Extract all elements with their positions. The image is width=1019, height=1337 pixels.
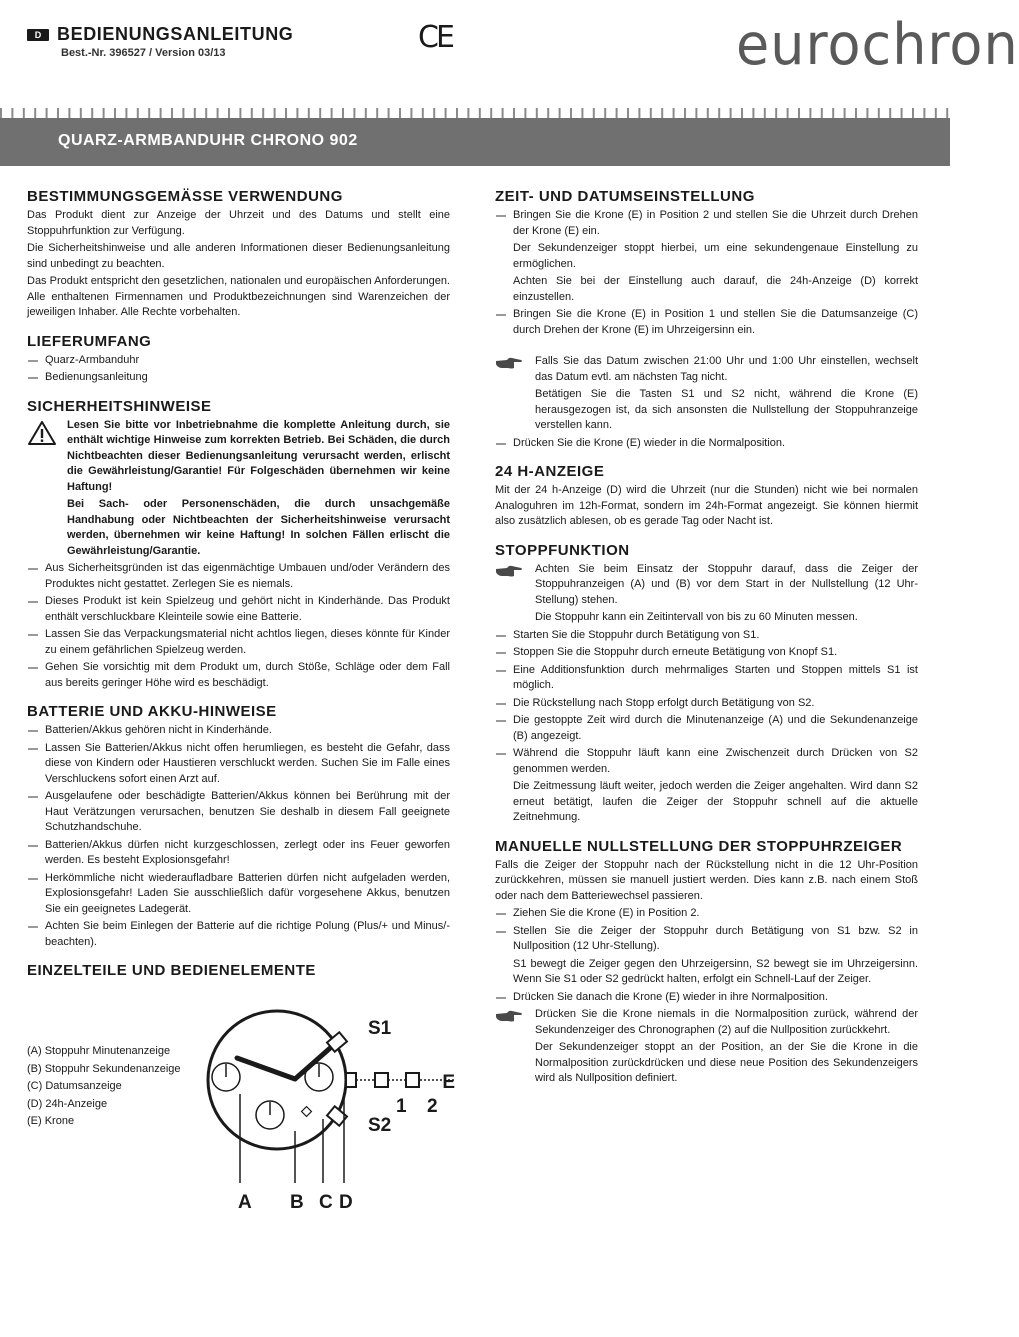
section-heading: LIEFERUMFANG bbox=[27, 332, 152, 350]
list-item: Ziehen Sie die Krone (E) in Position 2. bbox=[495, 906, 918, 922]
section-heading: ZEIT- UND DATUMSEINSTELLUNG bbox=[495, 188, 755, 205]
section-heading: EINZELTEILE UND BEDIENELEMENTE bbox=[27, 962, 316, 979]
list-item: Drücken Sie die Krone (E) wieder in die Normalposition. bbox=[495, 436, 918, 452]
list-item: Bringen Sie die Krone (E) in Position 2 und stellen Sie die Uhrzeit durch Drehen der Krone (E) ein. bbox=[495, 208, 918, 239]
list-item: Lassen Sie das Verpackungsmaterial nicht achtlos liegen, dieses könnte für Kinder zu einem gefährlichen Spielzeug werden. bbox=[27, 627, 450, 658]
sub-paragraph: Der Sekundenzeiger stoppt hierbei, um eine sekundengenaue Einstellung zu ermöglichen. bbox=[513, 242, 918, 270]
label-b: B bbox=[290, 1192, 304, 1213]
note-text-continued: Betätigen Sie die Tasten S1 und S2 nicht, während die Krone (E) herausgezogen ist, da sich ansonsten die Nullstellung der Stoppuhranzeige verstellen kann. bbox=[535, 388, 918, 431]
list-item: Herkömmliche nicht wiederaufladbare Batterien dürfen nicht aufgeladen werden, Explosionsgefahr! Laden Sie ausschließlich dafür vorgesehene Akkus, benutzen Sie ein geeignetes Ladegerät. bbox=[27, 871, 450, 918]
parts-diagram-area bbox=[27, 982, 455, 1232]
list-item: Starten Sie die Stoppuhr durch Betätigung von S1. bbox=[495, 628, 918, 644]
section-scope-of-delivery bbox=[27, 333, 450, 386]
section-heading: BESTIMMUNGSGEMÄSSE VERWENDUNG bbox=[27, 188, 343, 205]
list-item: Quarz-Armbanduhr bbox=[27, 353, 450, 369]
date-window-c bbox=[302, 1107, 312, 1117]
crown-e bbox=[346, 1073, 356, 1087]
order-number: Best.-Nr. 396527 / Version 03/13 bbox=[61, 47, 226, 59]
note-text: Achten Sie beim Einsatz der Stoppuhr darauf, dass die Zeiger der Stoppuhranzeigen (A) und (B) vor dem Start in der Nullstellung (12 Uhr-Stellung) stehen. bbox=[535, 562, 918, 606]
list-item: Eine Additionsfunktion durch mehrmaliges Starten und Stoppen mittels S1 ist möglich. bbox=[495, 663, 918, 694]
warning-text: Bei Sach- oder Personenschäden, die durch unsachgemäße Handhabung oder Nichtbeachten der Sicherheitshinweise verursacht werden, übernehmen wir keine Haftung! In solchen Fällen erlischt die Gewährleistung/Garantie. bbox=[67, 498, 450, 557]
section-24h-display bbox=[495, 463, 918, 530]
list-item: Ausgelaufene oder beschädigte Batterien/Akkus können bei Berührung mit der Haut Verätzungen verursachen, benutzen Sie deshalb in diesem Fall geeignete Schutzhandschuhe. bbox=[27, 789, 450, 836]
legend-item: (D) 24h-Anzeige bbox=[27, 1097, 108, 1110]
note-block bbox=[495, 354, 918, 385]
list-item: Bringen Sie die Krone (E) in Position 1 und stellen Sie die Datumsanzeige (C) durch Drehen der Krone (E) im Uhrzeigersinn ein. bbox=[495, 307, 918, 338]
section-manual-reset bbox=[495, 838, 918, 1087]
paragraph: Das Produkt dient zur Anzeige der Uhrzeit und des Datums und stellt eine Stoppuhrfunktion zur Verfügung. bbox=[27, 209, 450, 237]
section-heading: MANUELLE NULLSTELLUNG DER STOPPUHRZEIGER bbox=[495, 837, 903, 855]
crown-position-2 bbox=[406, 1073, 419, 1087]
pointing-hand-icon bbox=[495, 1009, 523, 1023]
legend-item: (E) Krone bbox=[27, 1115, 75, 1127]
list-item: Aus Sicherheitsgründen ist das eigenmächtige Umbauen und/oder Verändern des Produktes nicht gestattet. Zerlegen Sie es niemals. bbox=[27, 561, 450, 592]
list-item: Stoppen Sie die Stoppuhr durch erneute Betätigung von Knopf S1. bbox=[495, 645, 918, 661]
label-s1: S1 bbox=[368, 1018, 392, 1039]
sub-paragraph: Achten Sie bei der Einstellung auch darauf, die 24h-Anzeige (D) korrekt einzustellen. bbox=[513, 275, 918, 303]
parts-legend bbox=[27, 1044, 181, 1132]
watch-case bbox=[208, 1011, 346, 1149]
left-column bbox=[27, 188, 455, 1244]
label-s2: S2 bbox=[368, 1115, 392, 1136]
note-block bbox=[495, 562, 918, 609]
right-column bbox=[495, 188, 918, 1099]
note-text: Drücken Sie die Krone niemals in die Normalposition zurück, während der Sekundenzeiger des Chronographen (2) auf die Nullposition zurückkehrt. bbox=[535, 1008, 918, 1036]
label-e: E bbox=[442, 1072, 455, 1093]
paragraph: Die Sicherheitshinweise und alle anderen Informationen dieser Bedienungsanleitung sind unbedingt zu beachten. bbox=[27, 242, 450, 270]
list-item: Batterien/Akkus gehören nicht in Kinderhände. bbox=[27, 723, 450, 739]
note-text: Falls Sie das Datum zwischen 21:00 Uhr und 1:00 Uhr einstellen, wechselt das Datum evtl. am nächsten Tag nicht. bbox=[535, 355, 918, 383]
ce-mark-logo: CE bbox=[418, 20, 452, 55]
sub-paragraph: Die Zeitmessung läuft weiter, jedoch werden die Zeiger angehalten. Wird dann S2 erneut betätigt, laufen die Zeiger der Stoppuhr schnell auf die aktuelle Zeitnehmung. bbox=[513, 780, 918, 823]
sub-paragraph: S1 bewegt die Zeiger gegen den Uhrzeigersinn, S2 bewegt sie im Uhrzeigersinn. Wenn Sie S1 oder S2 gedrückt halten, erfolgt ein Schnell-Lauf der Zeiger. bbox=[513, 957, 918, 985]
warning-block bbox=[27, 418, 450, 560]
note-text-continued: Die Stoppuhr kann ein Zeitintervall von bis zu 60 Minuten messen. bbox=[535, 611, 858, 623]
warning-text: Lesen Sie bitte vor Inbetriebnahme die komplette Anleitung durch, sie enthält wichtige Hinweise zum korrekten Betrieb. Bei Schäden, die durch Nichtbeachten dieser Bedienungsanleitung verursacht werden, erlischt die Gewährleistung/Garantie! Für Folgeschäden übernehmen wir keine Haftung! bbox=[67, 418, 450, 493]
list-item: Bedienungsanleitung bbox=[27, 370, 450, 386]
list-item: Stellen Sie die Zeiger der Stoppuhr durch Betätigung von S1 bzw. S2 in Nullposition (12 Uhr-Stellung). bbox=[495, 924, 918, 955]
brand-logo: eurochron bbox=[736, 11, 1019, 78]
list-item: Dieses Produkt ist kein Spielzeug und gehört nicht in Kinderhände. Das Produkt enthält verschluckbare Kleinteile sowie eine Batterie. bbox=[27, 594, 450, 625]
section-stopwatch bbox=[495, 542, 918, 826]
list-item: Batterien/Akkus dürfen nicht kurzgeschlossen, zerlegt oder ins Feuer geworfen werden. Es besteht Explosionsgefahr! bbox=[27, 838, 450, 869]
list-item: Die gestoppte Zeit wird durch die Minutenanzeige (A) und die Sekundenanzeige (B) angezeigt. bbox=[495, 713, 918, 744]
section-heading: STOPPFUNKTION bbox=[495, 541, 630, 559]
label-c: C bbox=[319, 1192, 333, 1213]
section-safety bbox=[27, 398, 450, 692]
section-intended-use bbox=[27, 188, 450, 321]
list-item: Lassen Sie Batterien/Akkus nicht offen herumliegen, es besteht die Gefahr, dass diese von Kindern oder Haustieren verschluckt werden. Suchen Sie im Falle eines Verschluckens sofort einen Arzt auf. bbox=[27, 741, 450, 788]
section-heading: SICHERHEITSHINWEISE bbox=[27, 397, 212, 415]
language-badge: D bbox=[27, 29, 49, 41]
hour-hand bbox=[237, 1058, 295, 1079]
section-battery bbox=[27, 703, 450, 950]
list-item: Achten Sie beim Einlegen der Batterie auf die richtige Polung (Plus/+ und Minus/- beachten). bbox=[27, 919, 450, 950]
tick-ruler-decoration bbox=[0, 108, 950, 118]
watch-diagram bbox=[205, 1002, 455, 1217]
list-item: Drücken Sie danach die Krone (E) wieder in ihre Normalposition. bbox=[495, 990, 918, 1006]
legend-item: (A) Stoppuhr Minutenanzeige bbox=[27, 1045, 171, 1057]
note-block bbox=[495, 1007, 918, 1038]
list-item: Gehen Sie vorsichtig mit dem Produkt um, durch Stöße, Schläge oder dem Fall aus bereits geringer Höhe wird es beschädigt. bbox=[27, 660, 450, 691]
list-item: Während die Stoppuhr läuft kann eine Zwischenzeit durch Drücken von S2 genommen werden. bbox=[495, 746, 918, 777]
section-parts bbox=[27, 962, 455, 1232]
product-title: QUARZ-ARMBANDUHR CHRONO 902 bbox=[58, 132, 358, 149]
label-d: D bbox=[339, 1192, 353, 1213]
crown-position-1 bbox=[375, 1073, 388, 1087]
warning-triangle-icon bbox=[27, 420, 57, 446]
manual-title: BEDIENUNGSANLEITUNG bbox=[57, 24, 294, 44]
section-heading: 24 H-ANZEIGE bbox=[495, 463, 605, 480]
paragraph: Falls die Zeiger der Stoppuhr nach der Rückstellung nicht in die 12 Uhr-Position zurückkehren, müssen sie manuell justiert werden. Dies kann z.B. nach einem Stoß oder nach dem Batteriewechsel passieren. bbox=[495, 858, 918, 902]
legend-item: (B) Stoppuhr Sekundenanzeige bbox=[27, 1062, 181, 1075]
section-heading: BATTERIE UND AKKU-HINWEISE bbox=[27, 703, 277, 720]
label-position-2: 2 bbox=[427, 1096, 438, 1117]
pointing-hand-icon bbox=[495, 356, 523, 370]
paragraph: Das Produkt entspricht den gesetzlichen, nationalen und europäischen Anforderungen. Alle enthaltenen Firmennamen und Produktbezeichnungen sind Warenzeichen der jeweiligen Inhaber. Alle Rechte vorbehalten. bbox=[27, 275, 450, 318]
paragraph: Mit der 24 h-Anzeige (D) wird die Uhrzeit (nur die Stunden) nicht wie bei normalen Analoguhren im 12h-Format, sondern im 24h-Format angezeigt. Sie können hiermit also zusätzlich ablesen, ob es gerade Tag oder Nacht ist. bbox=[495, 484, 918, 527]
legend-item: (C) Datumsanzeige bbox=[27, 1080, 122, 1092]
list-item: Die Rückstellung nach Stopp erfolgt durch Betätigung von S2. bbox=[495, 696, 918, 712]
pointing-hand-icon bbox=[495, 564, 523, 578]
section-time-date bbox=[495, 188, 918, 451]
label-a: A bbox=[238, 1192, 252, 1213]
label-position-1: 1 bbox=[396, 1096, 407, 1117]
note-text-continued: Der Sekundenzeiger stoppt an der Position, an der Sie die Krone in die Normalposition zurückdrücken und diese neue Position des Sekundenzeigers wird als Nullposition definiert. bbox=[535, 1041, 918, 1084]
